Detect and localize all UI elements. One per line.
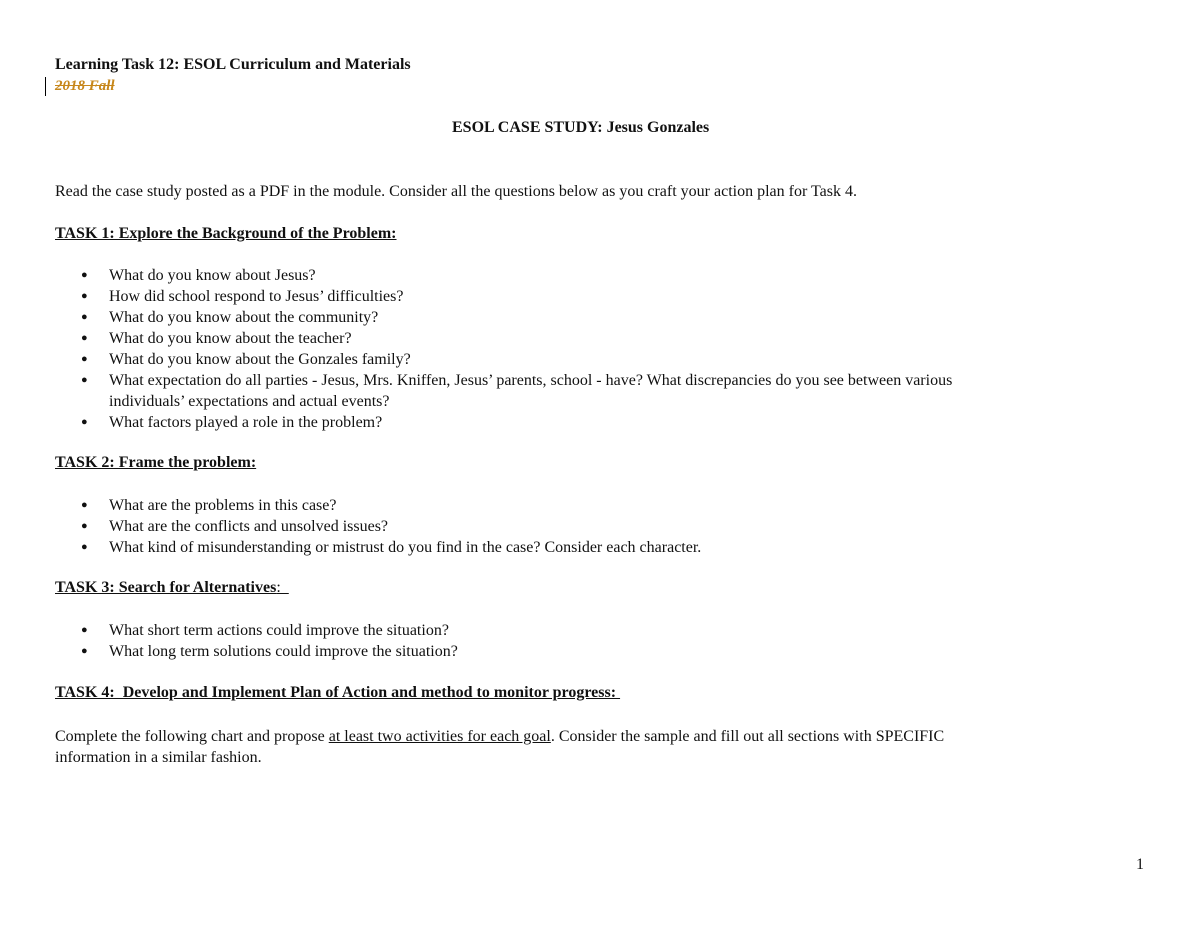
task3-heading: TASK 3: Search for Alternatives [55, 579, 277, 596]
task3-question-list [55, 620, 458, 662]
document-header-title: Learning Task 12: ESOL Curriculum and Materials [55, 56, 411, 73]
task1-heading: TASK 1: Explore the Background of the Problem: [55, 225, 397, 242]
revision-bar [45, 77, 46, 96]
list-item: ● What do you know about the community? [55, 307, 952, 328]
case-study-title: ESOL CASE STUDY: Jesus Gonzales [452, 119, 710, 136]
list-item: ● What short term actions could improve the situation? [55, 620, 458, 641]
task4-text-underlined: at least two activities for each goal [328, 728, 551, 745]
list-item: ● What expectation do all parties - Jesus, Mrs. Kniffen, Jesus’ parents, school - have? What discrepancies do you see between various [55, 370, 952, 391]
task2-heading: TASK 2: Frame the problem: [55, 454, 257, 471]
intro-paragraph: Read the case study posted as a PDF in the module. Consider all the questions below as you craft your action plan for Task 4. [55, 183, 857, 200]
list-item: ● What are the conflicts and unsolved issues? [55, 516, 701, 537]
task4-text-post: . Consider the sample and fill out all sections with SPECIFIC [550, 728, 945, 745]
list-item: ● What do you know about the Gonzales family? [55, 349, 952, 370]
list-item: ● What factors played a role in the problem? [55, 412, 952, 433]
list-item: ● What are the problems in this case? [55, 495, 701, 516]
task4-text-pre: Complete the following chart and propose [55, 728, 329, 745]
task4-heading: TASK 4: Develop and Implement Plan of Action and method to monitor progress: [55, 684, 621, 701]
list-item-continuation: individuals’ expectations and actual events? [109, 393, 390, 410]
list-item: ● How did school respond to Jesus’ difficulties? [55, 286, 952, 307]
list-item: ● What kind of misunderstanding or mistrust do you find in the case? Consider each character. [55, 537, 701, 558]
task4-instructions-line1 [55, 726, 944, 747]
task3-heading-line [55, 579, 289, 597]
task3-heading-suffix: : [276, 579, 289, 596]
page-number: 1 [1136, 856, 1144, 873]
document-header-subtitle: 2018 Fall [55, 78, 115, 94]
list-item: ● What long term solutions could improve the situation? [55, 641, 458, 662]
task2-question-list [55, 495, 701, 558]
task4-instructions [55, 726, 944, 768]
task1-question-list [55, 265, 952, 433]
list-item: ● What do you know about the teacher? [55, 328, 952, 349]
list-item: ● What do you know about Jesus? [55, 265, 952, 286]
task4-instructions-line2: information in a similar fashion. [55, 749, 262, 766]
